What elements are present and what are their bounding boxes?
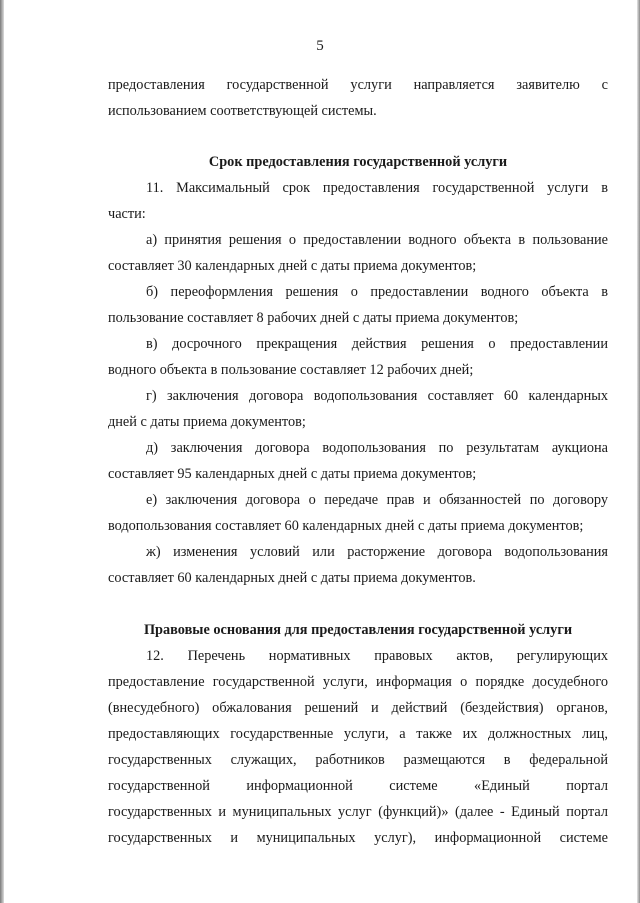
- paragraph-line: государственных служащих, работников размещаются в федеральной: [108, 752, 608, 768]
- spacer: [108, 124, 608, 149]
- paragraph-line: государственной информационной системе «Единый портал: [108, 778, 608, 794]
- list-item-a: а) принятия решения о предоставлении водного объекта в пользование: [146, 232, 608, 248]
- list-item-b: б) переоформления решения о предоставлении водного объекта в: [146, 284, 608, 300]
- list-item-v-cont: водного объекта в пользование составляет 12 рабочих дней;: [108, 362, 474, 378]
- paragraph-line: государственных и муниципальных услуг (функций)» (далее - Единый портал: [108, 804, 608, 820]
- list-item-e: е) заключения договора о передаче прав и обязанностей по договору: [146, 492, 608, 508]
- list-item-v: в) досрочного прекращения действия решения о предоставлении: [146, 336, 608, 352]
- paragraph-line: 11. Максимальный срок предоставления государственной услуги в: [146, 180, 608, 196]
- paragraph-line: использованием соответствующей системы.: [108, 103, 377, 119]
- list-item-b-cont: пользование составляет 8 рабочих дней с даты приема документов;: [108, 310, 519, 326]
- section-heading-term: Срок предоставления государственной услуги: [208, 154, 508, 170]
- paragraph-line: предоставления государственной услуги направляется заявителю с: [108, 77, 608, 93]
- paragraph-line: предоставление государственной услуги, информация о порядке досудебного: [108, 674, 608, 690]
- list-item-e-cont: водопользования составляет 60 календарных дней с даты приема документов;: [108, 518, 584, 534]
- list-item-g-cont: дней с даты приема документов;: [108, 414, 306, 430]
- list-item-zh-cont: составляет 60 календарных дней с даты приема документов.: [108, 570, 476, 586]
- scan-edge-left: [0, 0, 4, 903]
- paragraph-line: (внесудебного) обжалования решений и действий (бездействия) органов,: [108, 700, 608, 716]
- paragraph-line: государственных и муниципальных услуг), информационной системе: [108, 830, 608, 846]
- list-item-d: д) заключения договора водопользования по результатам аукциона: [146, 440, 608, 456]
- list-item-g: г) заключения договора водопользования составляет 60 календарных: [146, 388, 608, 404]
- paragraph-line: 12. Перечень нормативных правовых актов, регулирующих: [146, 648, 608, 664]
- document-body: [108, 72, 608, 851]
- list-item-d-cont: составляет 95 календарных дней с даты приема документов;: [108, 466, 477, 482]
- list-item-a-cont: составляет 30 календарных дней с даты приема документов;: [108, 258, 477, 274]
- paragraph-line: части:: [108, 206, 146, 222]
- paragraph-line: предоставляющих государственные услуги, а также их должностных лиц,: [108, 726, 608, 742]
- page-number: 5: [316, 38, 324, 54]
- spacer: [108, 591, 608, 617]
- list-item-zh: ж) изменения условий или расторжение договора водопользования: [146, 544, 608, 560]
- section-heading-legal-basis: Правовые основания для предоставления государственной услуги: [143, 622, 573, 638]
